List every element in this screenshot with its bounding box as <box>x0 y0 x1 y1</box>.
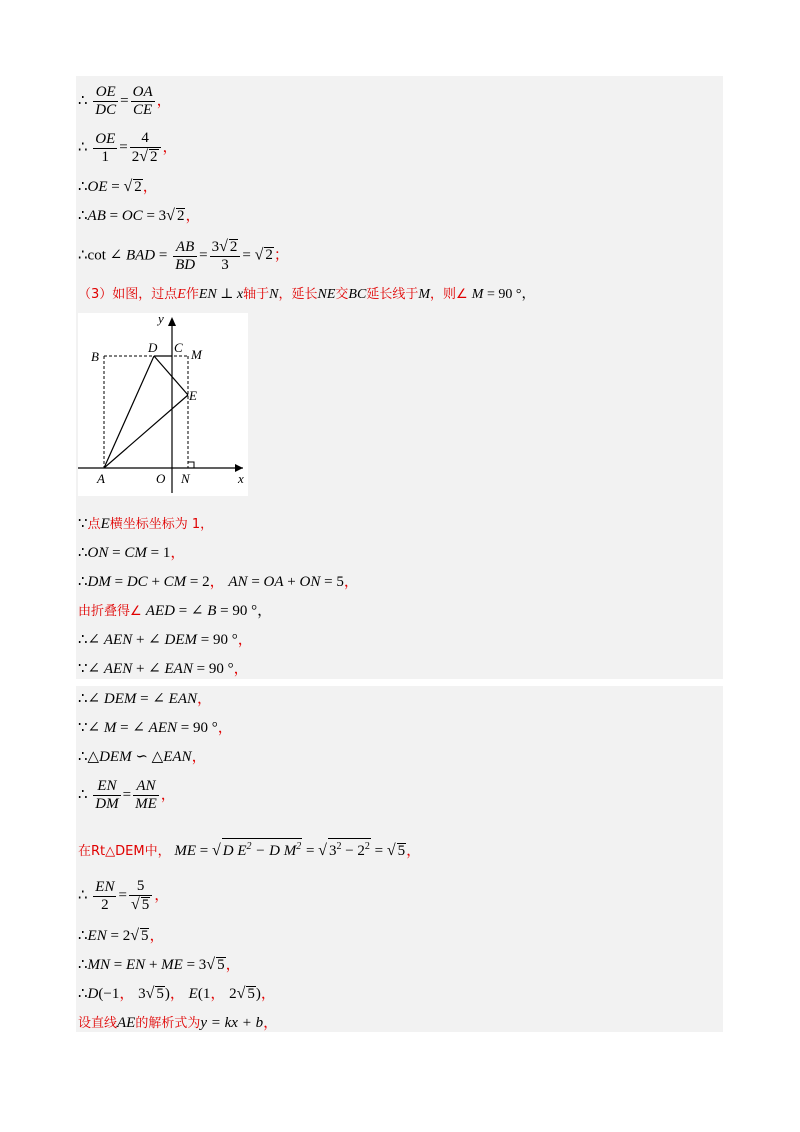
label-n: N <box>181 471 190 486</box>
coordinate-diagram <box>78 313 248 496</box>
line-dem-ean-angle: ∴∠ DEM = ∠ EAN， <box>78 691 213 707</box>
right-angle-mark <box>188 462 194 468</box>
line-oe-dc-ratio: ∴ $\frac{OE}{DC}$ = $\frac{OA}{CE}$ ， <box>78 84 172 118</box>
line-part3-intro: （3）如图，过点E作EN ⊥ x轴于N，延长NE交BC延长线于M，则∠ M = 90 °， <box>78 287 536 302</box>
label-a: A <box>97 471 105 486</box>
label-b: B <box>91 349 99 364</box>
label-e: E <box>189 388 197 403</box>
line-m-aen: ∵∠ M = ∠ AEN = 90 °， <box>78 720 233 736</box>
line-similar: ∴△DEM ∽ △EAN， <box>78 749 207 765</box>
segment-ad <box>104 356 154 468</box>
line-fold-angle: 由折叠得∠ AED = ∠ B = 90 °， <box>78 603 273 619</box>
line-ae-equation: 设直线AE的解析式为y = kx + b， <box>78 1015 279 1031</box>
label-o: O <box>156 471 166 486</box>
line-dm-an: ∴DM = DC + CM = 2， AN = OA + ON = 5， <box>78 574 359 590</box>
label-m: M <box>191 347 202 362</box>
line-pythagoras: 在Rt△DEM中， ME = √ D $E^2 - D$ $M^2$ = √ $3^2 - 2^2$ = √ 5， <box>78 838 421 861</box>
label-c: C <box>174 340 183 355</box>
line-cot-bad: ∴cot ∠ BAD = $\frac{AB}{BD}$ = $\frac{3√ 2}{3}$ = √ 2； <box>78 238 289 273</box>
line-aen-ean: ∵∠ AEN + ∠ EAN = 90 °， <box>78 661 249 677</box>
label-x: x <box>238 471 244 486</box>
segment-de <box>154 356 188 395</box>
line-e-abscissa: ∵点E横坐标坐标为 1， <box>78 516 214 532</box>
line-en-ratio: ∴ $\frac{EN}{2}$ = $\frac{5}{√ 5}$ ， <box>78 878 170 913</box>
label-d: D <box>148 340 158 355</box>
line-oe-value-ratio: ∴ $\frac{OE}{1}$ = $\frac{4}{2√ 2}$ ， <box>78 130 178 165</box>
line-ab-oc: ∴AB = OC = 3√ 2， <box>78 207 201 224</box>
line-mn-result: ∴MN = EN + ME = 3√ 5， <box>78 956 241 973</box>
label-y: y <box>158 313 164 326</box>
line-similar-ratio: ∴ $\frac{EN}{DM}$ = $\frac{AN}{ME}$ ， <box>78 778 176 812</box>
segment-ae <box>104 395 188 468</box>
line-oe-result: ∴OE = √ 2， <box>78 178 158 195</box>
y-axis-arrow <box>168 317 176 326</box>
line-coordinates: ∴D(−1， 3√ 5)， E(1， 2√ 5)， <box>78 985 276 1002</box>
line-aen-dem: ∴∠ AEN + ∠ DEM = 90 °， <box>78 632 253 648</box>
geometry-figure <box>78 313 248 496</box>
line-on-cm: ∴ON = CM = 1， <box>78 545 186 561</box>
line-en-result: ∴EN = 2√ 5， <box>78 927 165 944</box>
